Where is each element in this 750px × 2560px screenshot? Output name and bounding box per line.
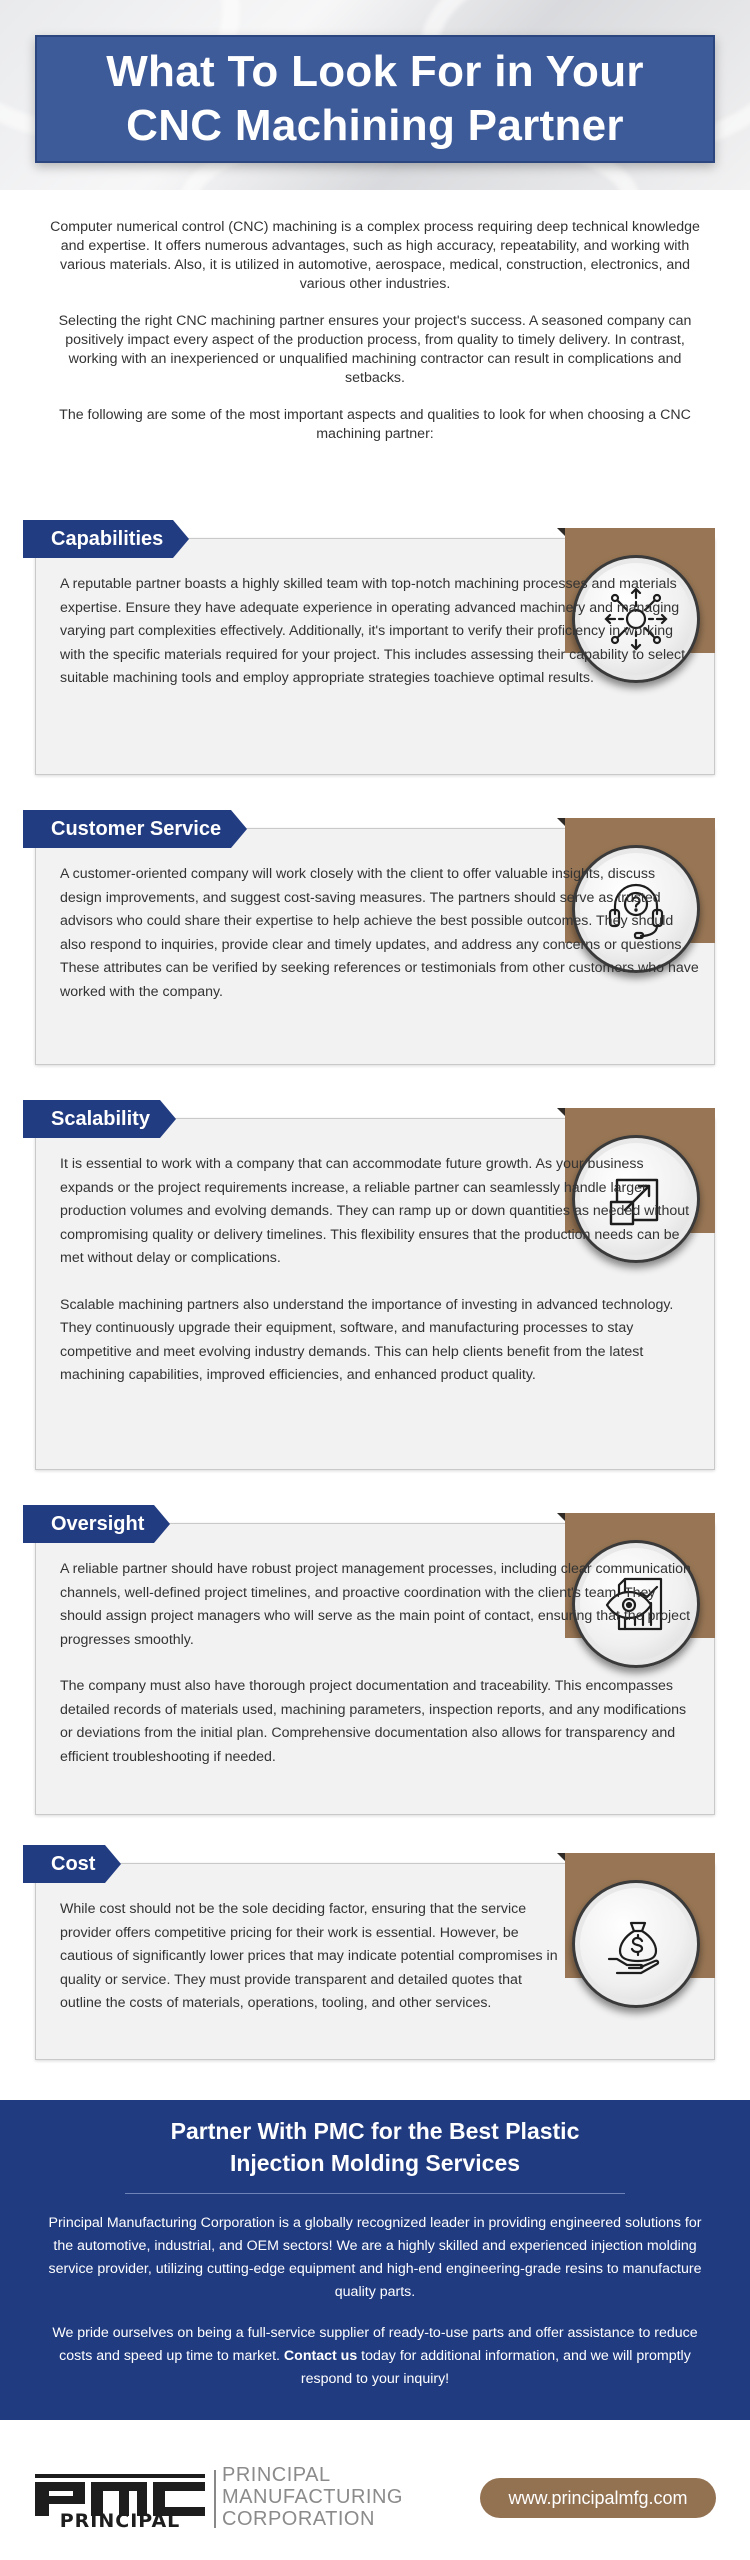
tab-arrow-shape bbox=[154, 1505, 170, 1543]
cta-title-line-2: Injection Molding Services bbox=[229, 2150, 521, 2176]
cta-divider bbox=[125, 2193, 625, 2194]
page-title-box bbox=[35, 35, 715, 163]
section-tab bbox=[23, 810, 247, 848]
section-title: Cost bbox=[23, 1845, 105, 1883]
company-name-line: PRINCIPAL bbox=[222, 2464, 331, 2486]
footer bbox=[0, 2420, 750, 2560]
page-title-line-2: CNC Machining Partner bbox=[126, 101, 624, 150]
website-link-button[interactable]: www.principalmfg.com bbox=[480, 2478, 716, 2518]
contact-us-link[interactable]: Contact us bbox=[283, 2348, 358, 2364]
intro-paragraph: Computer numerical control (CNC) machining is a complex process requiring deep technical knowledge and expertise. It offers numerous advantages, such as high accuracy, repeatability, and working with various materials. Also, it is utilized in automotive, aerospace, medical, construction, electronics, and various other industries. bbox=[50, 219, 700, 292]
cta-text: We pride ourselves on being a full-service supplier of ready-to-use parts and offer assistance to reduce costs and speed up time to market. bbox=[52, 2325, 698, 2364]
section-title: Scalability bbox=[23, 1100, 160, 1138]
tab-arrow-shape bbox=[160, 1100, 176, 1138]
tab-arrow-shape bbox=[231, 810, 247, 848]
section-tab bbox=[23, 1100, 176, 1138]
section-tab bbox=[23, 1505, 170, 1543]
section-paragraph: Scalable machining partners also understand the importance of investing in advanced technology. They continuously upgrade their equipment, software, and manufacturing processes to stay competitive and meet evolving industry demands. This can help clients benefit from the latest machining capabilities, improved efficiencies, and enhanced product quality. bbox=[60, 1296, 674, 1383]
tab-arrow-shape bbox=[105, 1845, 121, 1883]
cta-paragraph bbox=[0, 2322, 750, 2391]
section-body bbox=[60, 1898, 700, 2016]
tab-arrow-shape bbox=[173, 520, 189, 558]
section-paragraph: A reliable partner should have robust project management processes, including clear communication channels, well-defined project timelines, and proactive coordination with the client's team. They should assign project managers who will serve as the main point of contact, ensuring that the project progresses smoothly. bbox=[60, 1561, 691, 1648]
section-capabilities bbox=[35, 520, 715, 775]
section-cost bbox=[35, 1845, 715, 2060]
section-tab bbox=[23, 1845, 121, 1883]
section-oversight bbox=[35, 1505, 715, 1815]
call-to-action-panel bbox=[0, 2100, 750, 2420]
section-body bbox=[60, 573, 700, 691]
cta-title-line-1: Partner With PMC for the Best Plastic bbox=[170, 2118, 580, 2144]
section-paragraph: A customer-oriented company will work closely with the client to offer valuable insights, discuss design improvements, and suggest cost-saving measures. The partners should serve as trusted advisors who could share their expertise to help achieve the best possible outcomes. They should also respond to inquiries, provide clear and timely updates, and address any concerns or questions. These attributes can be verified by seeking references or testimonials from other customers who have worked with the company. bbox=[60, 866, 699, 1000]
company-name-line: CORPORATION bbox=[222, 2508, 375, 2530]
section-body bbox=[60, 1558, 700, 1769]
section-paragraph: The company must also have thorough project documentation and traceability. This encompasses detailed records of materials used, machining parameters, inspection reports, and any modifications or deviations from the initial plan. Comprehensive documentation also allows for transparency and efficient troubleshooting if needed. bbox=[60, 1678, 687, 1765]
section-body bbox=[60, 863, 700, 1004]
company-name bbox=[222, 2464, 403, 2530]
section-body bbox=[60, 1153, 700, 1388]
cta-text: today for additional information, and we will promptly respond to your inquiry! bbox=[300, 2348, 691, 2387]
section-paragraph: A reputable partner boasts a highly skilled team with top-notch machining processes and materials expertise. Ensure they have adequate experience in operating advanced machinery and managing varying part complexities effectively. Additionally, it's important to verify their proficiency in working with the specific materials required for your project. This includes assessing their capability to select suitable machining tools and employ appropriate strategies toachieve optimal results. bbox=[60, 576, 686, 686]
logo-separator bbox=[214, 2470, 216, 2528]
section-customer-service bbox=[35, 810, 715, 1065]
section-scalability bbox=[35, 1100, 715, 1470]
section-title: Capabilities bbox=[23, 520, 173, 558]
section-paragraph: While cost should not be the sole deciding factor, ensuring that the service provider offers competitive pricing for their work is essential. However, be cautious of significantly lower prices that may indicate potential compromises in quality or service. They must provide transparent and detailed quotes that outline the costs of materials, operations, tooling, and other services. bbox=[60, 1901, 558, 2011]
company-name-line: MANUFACTURING bbox=[222, 2486, 403, 2508]
section-paragraph: It is essential to work with a company that can accommodate future growth. As your business expands or the project requirements increase, a reliable partner can seamlessly handle larger production volumes and evolving demands. They can ramp up or down quantities as needed without compromising quality or delivery timelines. This flexibility ensures that the production needs can be met without delay or complications. bbox=[60, 1156, 690, 1266]
logo-wordmark: PRINCIPAL bbox=[59, 2510, 181, 2532]
section-title: Customer Service bbox=[23, 810, 231, 848]
cta-title bbox=[0, 2100, 750, 2179]
intro-paragraph: The following are some of the most important aspects and qualities to look for when choosing a CNC machining partner: bbox=[59, 407, 691, 442]
cta-paragraph: Principal Manufacturing Corporation is a globally recognized leader in providing engineered solutions for the automotive, industrial, and OEM sectors! We are a highly skilled and experienced injection molding service provider, utilizing cutting-edge equipment and high-end engineering-grade resins to manufacture quality parts. bbox=[48, 2215, 702, 2300]
section-title: Oversight bbox=[23, 1505, 154, 1543]
section-tab bbox=[23, 520, 189, 558]
header-banner bbox=[0, 0, 750, 190]
intro-paragraph: Selecting the right CNC machining partner ensures your project's success. A seasoned company can positively impact every aspect of the production process, from quality to timely delivery. In contrast, working with an inexperienced or unqualified machining contractor can result in complications and setbacks. bbox=[58, 313, 692, 386]
intro-text bbox=[0, 190, 750, 470]
page-title-line-1: What To Look For in Your bbox=[106, 47, 644, 96]
